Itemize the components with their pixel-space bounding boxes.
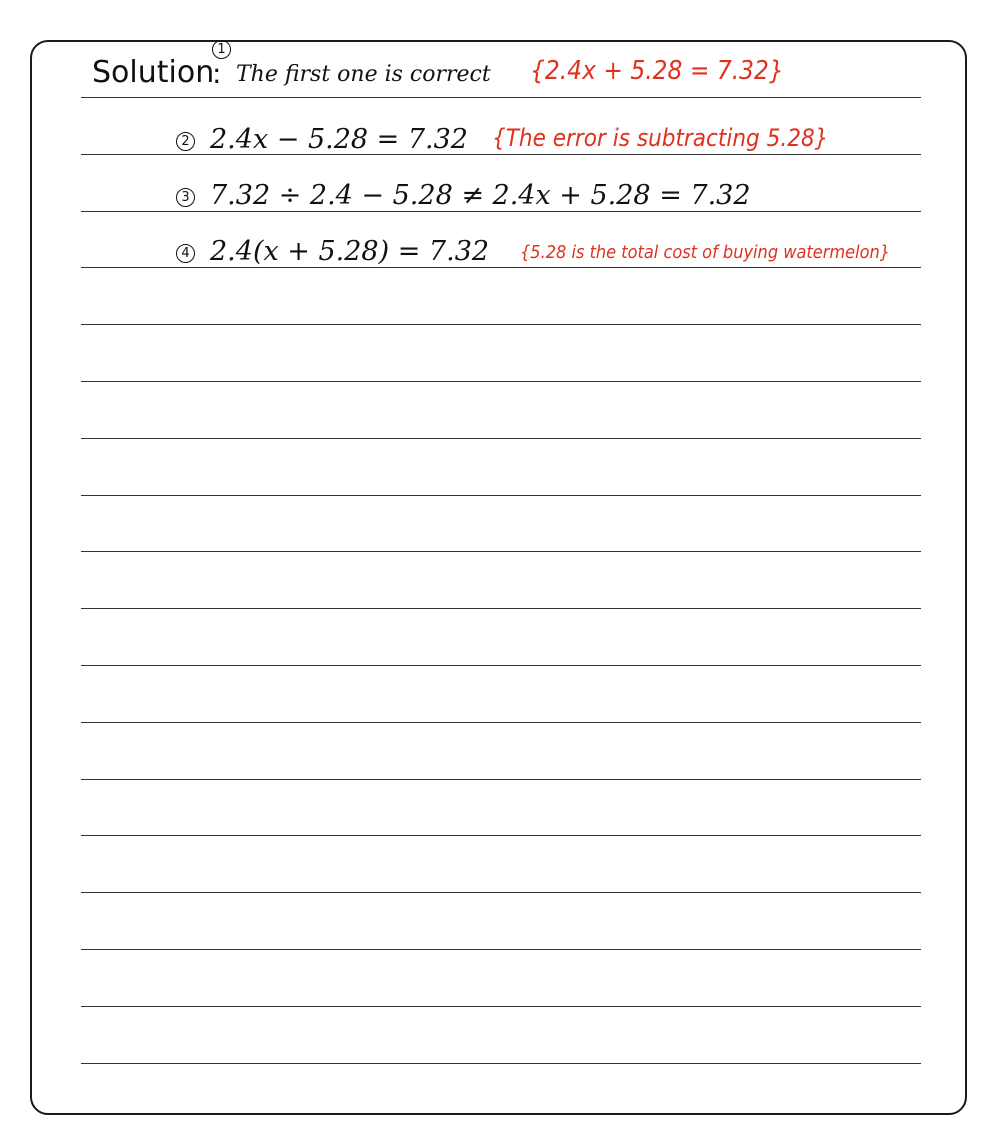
step-1-marker: 1 xyxy=(212,40,231,59)
ruled-line xyxy=(81,835,921,836)
solution-colon: : xyxy=(212,57,222,90)
ruled-line xyxy=(81,267,921,268)
ruled-line xyxy=(81,892,921,893)
ruled-line xyxy=(81,551,921,552)
step-3-marker: 3 xyxy=(176,188,195,207)
ruled-line xyxy=(81,97,921,98)
ruled-line xyxy=(81,154,921,155)
ruled-line xyxy=(81,381,921,382)
ruled-line xyxy=(81,722,921,723)
step-4-note: {5.28 is the total cost of buying watermelon} xyxy=(520,242,891,263)
solution-label: Solution xyxy=(92,55,215,90)
ruled-line xyxy=(81,495,921,496)
ruled-line xyxy=(81,438,921,439)
step-4-marker: 4 xyxy=(176,244,195,263)
ruled-line xyxy=(81,608,921,609)
ruled-line xyxy=(81,1006,921,1007)
ruled-line xyxy=(81,949,921,950)
step-2-marker: 2 xyxy=(176,132,195,151)
ruled-line xyxy=(81,665,921,666)
step-1-text: The first one is correct xyxy=(236,62,491,87)
step-1-note: {2.4x + 5.28 = 7.32} xyxy=(530,56,784,86)
ruled-line xyxy=(81,779,921,780)
step-2-note: {The error is subtracting 5.28} xyxy=(492,124,829,152)
step-3-text: 7.32 ÷ 2.4 − 5.28 ≠ 2.4x + 5.28 = 7.32 xyxy=(210,180,751,211)
step-2-text: 2.4x − 5.28 = 7.32 xyxy=(210,124,468,155)
ruled-line xyxy=(81,211,921,212)
ruled-line xyxy=(81,1063,921,1064)
ruled-line xyxy=(81,324,921,325)
step-4-text: 2.4(x + 5.28) = 7.32 xyxy=(210,236,490,267)
